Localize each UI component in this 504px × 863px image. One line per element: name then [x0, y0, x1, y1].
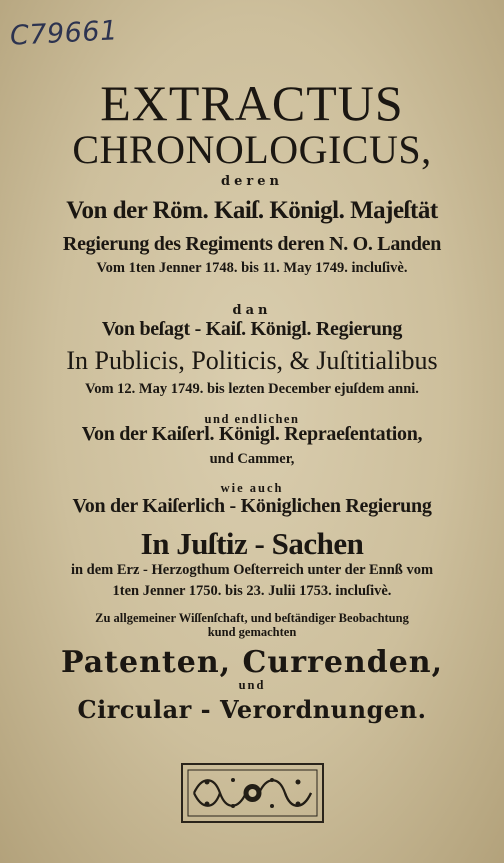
text-jenner-1750: 1ten Jenner 1750. bis 23. Julii 1753. incluſivè.: [112, 583, 392, 599]
title-line-2: CHRONOLOGICUS,: [72, 127, 432, 172]
text-in-publicis: In Publicis, Politicis, & Juſtitialibus: [66, 346, 438, 375]
text-von-besagt: Von beſagt - Kaiſ. Königl. Regierung: [101, 318, 403, 340]
text-vom-1748: Vom 1ten Jenner 1748. bis 11. May 1749. incluſivè.: [96, 260, 408, 276]
text-von-der-kaiserl: Von der Kaiſerl. Königl. Repraeſentation,: [81, 423, 423, 445]
library-stamp: C79661: [9, 15, 119, 52]
text-kund-gemachten: kund gemachten: [207, 625, 297, 639]
text-patenten: Patenten, Currenden,: [60, 645, 444, 680]
text-und-endlichen: und endlichen: [204, 412, 300, 426]
printer-ornament-icon: [180, 762, 325, 824]
text-zu-allgemeiner: Zu allgemeiner Wiſſenſchaft, und beſtändiger Beobachtung: [95, 611, 409, 625]
text-circular: Circular - Verordnungen.: [77, 695, 427, 724]
text-erz: in dem Erz - Herzogthum Oeſterreich unter der Ennß vom: [70, 562, 434, 578]
text-regierung: Regierung des Regiments deren N. O. Landen: [62, 233, 442, 255]
title-line-1: EXTRACTUS: [100, 75, 404, 131]
text-von-der-kl: Von der Kaiſerlich - Königlichen Regierung: [72, 495, 432, 517]
text-vom-12-may: Vom 12. May 1749. bis lezten December ejuſdem anni.: [85, 381, 419, 397]
text-deren: deren: [221, 174, 283, 189]
text-und-cammer: und Cammer,: [209, 451, 295, 467]
text-dan: dan: [232, 303, 272, 318]
text-wie-auch: wie auch: [220, 481, 284, 495]
text-in-justiz: In Juſtiz - Sachen: [140, 526, 364, 561]
text-und: und: [238, 678, 266, 692]
text-von-der-roem: Von der Röm. Kaiſ. Königl. Majeſtät: [66, 197, 438, 224]
